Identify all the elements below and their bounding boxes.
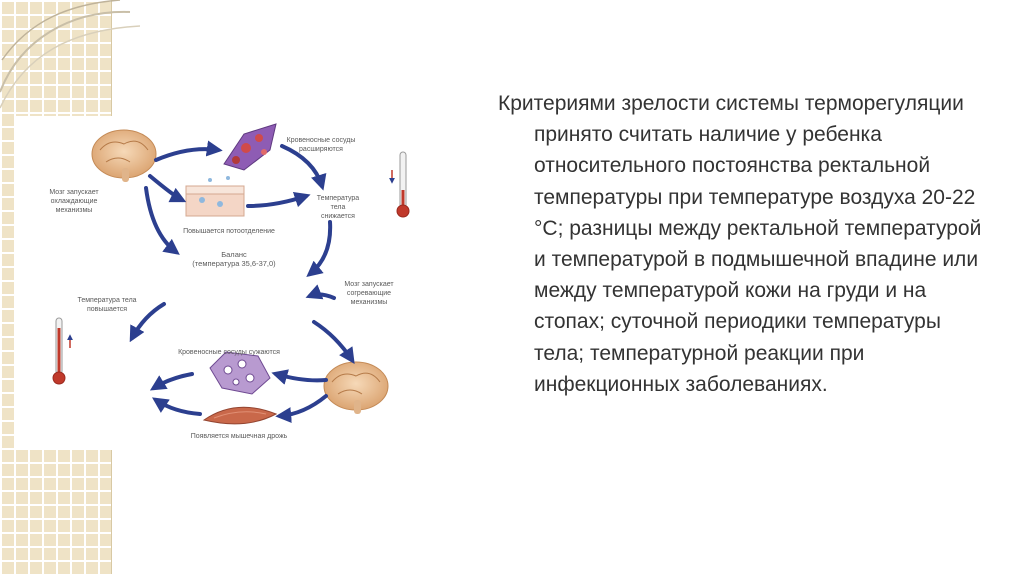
label-temp-decreases: Температура тела снижается bbox=[316, 195, 360, 220]
thermoregulation-diagram bbox=[14, 116, 454, 450]
thermometer-high-icon bbox=[53, 318, 70, 384]
slide-body-text: Критериями зрелости системы терморегуляции принято считать наличие у ребенка относительного постоянства ректальной температуры при температуре воздуха 20-22 °С; разницы между ректальной температурой и температурой в подмышечной впадине или между температурой кожи на груди и на стопах; суточной периодики температуры тела; температурной реакции при инфекционных заболеваниях. bbox=[498, 92, 982, 396]
vessels-dilated-icon bbox=[224, 124, 276, 170]
skin-sweat-icon bbox=[186, 176, 244, 216]
label-vessels-dilate: Кровеносные сосуды расширяются bbox=[286, 137, 356, 153]
vessels-constricted-icon bbox=[210, 352, 270, 394]
muscle-icon bbox=[204, 407, 276, 424]
label-shivering: Появляется мышечная дрожь bbox=[190, 433, 288, 440]
thermometer-low-icon bbox=[392, 152, 409, 217]
brain-top-icon bbox=[92, 130, 156, 182]
label-sweating: Повышается потоотделение bbox=[183, 228, 275, 235]
label-balance: Баланс (температура 35,6-37,0) bbox=[192, 250, 276, 268]
label-vessels-constrict: Кровеносные сосуды сужаются bbox=[178, 349, 280, 356]
label-brain-warming: Мозг запускает согревающие механизмы bbox=[344, 281, 394, 306]
label-brain-cooling: Мозг запускает охлаждающие механизмы bbox=[49, 189, 99, 214]
brain-bottom-icon bbox=[324, 362, 388, 414]
label-temp-increases: Температура тела повышается bbox=[77, 297, 137, 313]
